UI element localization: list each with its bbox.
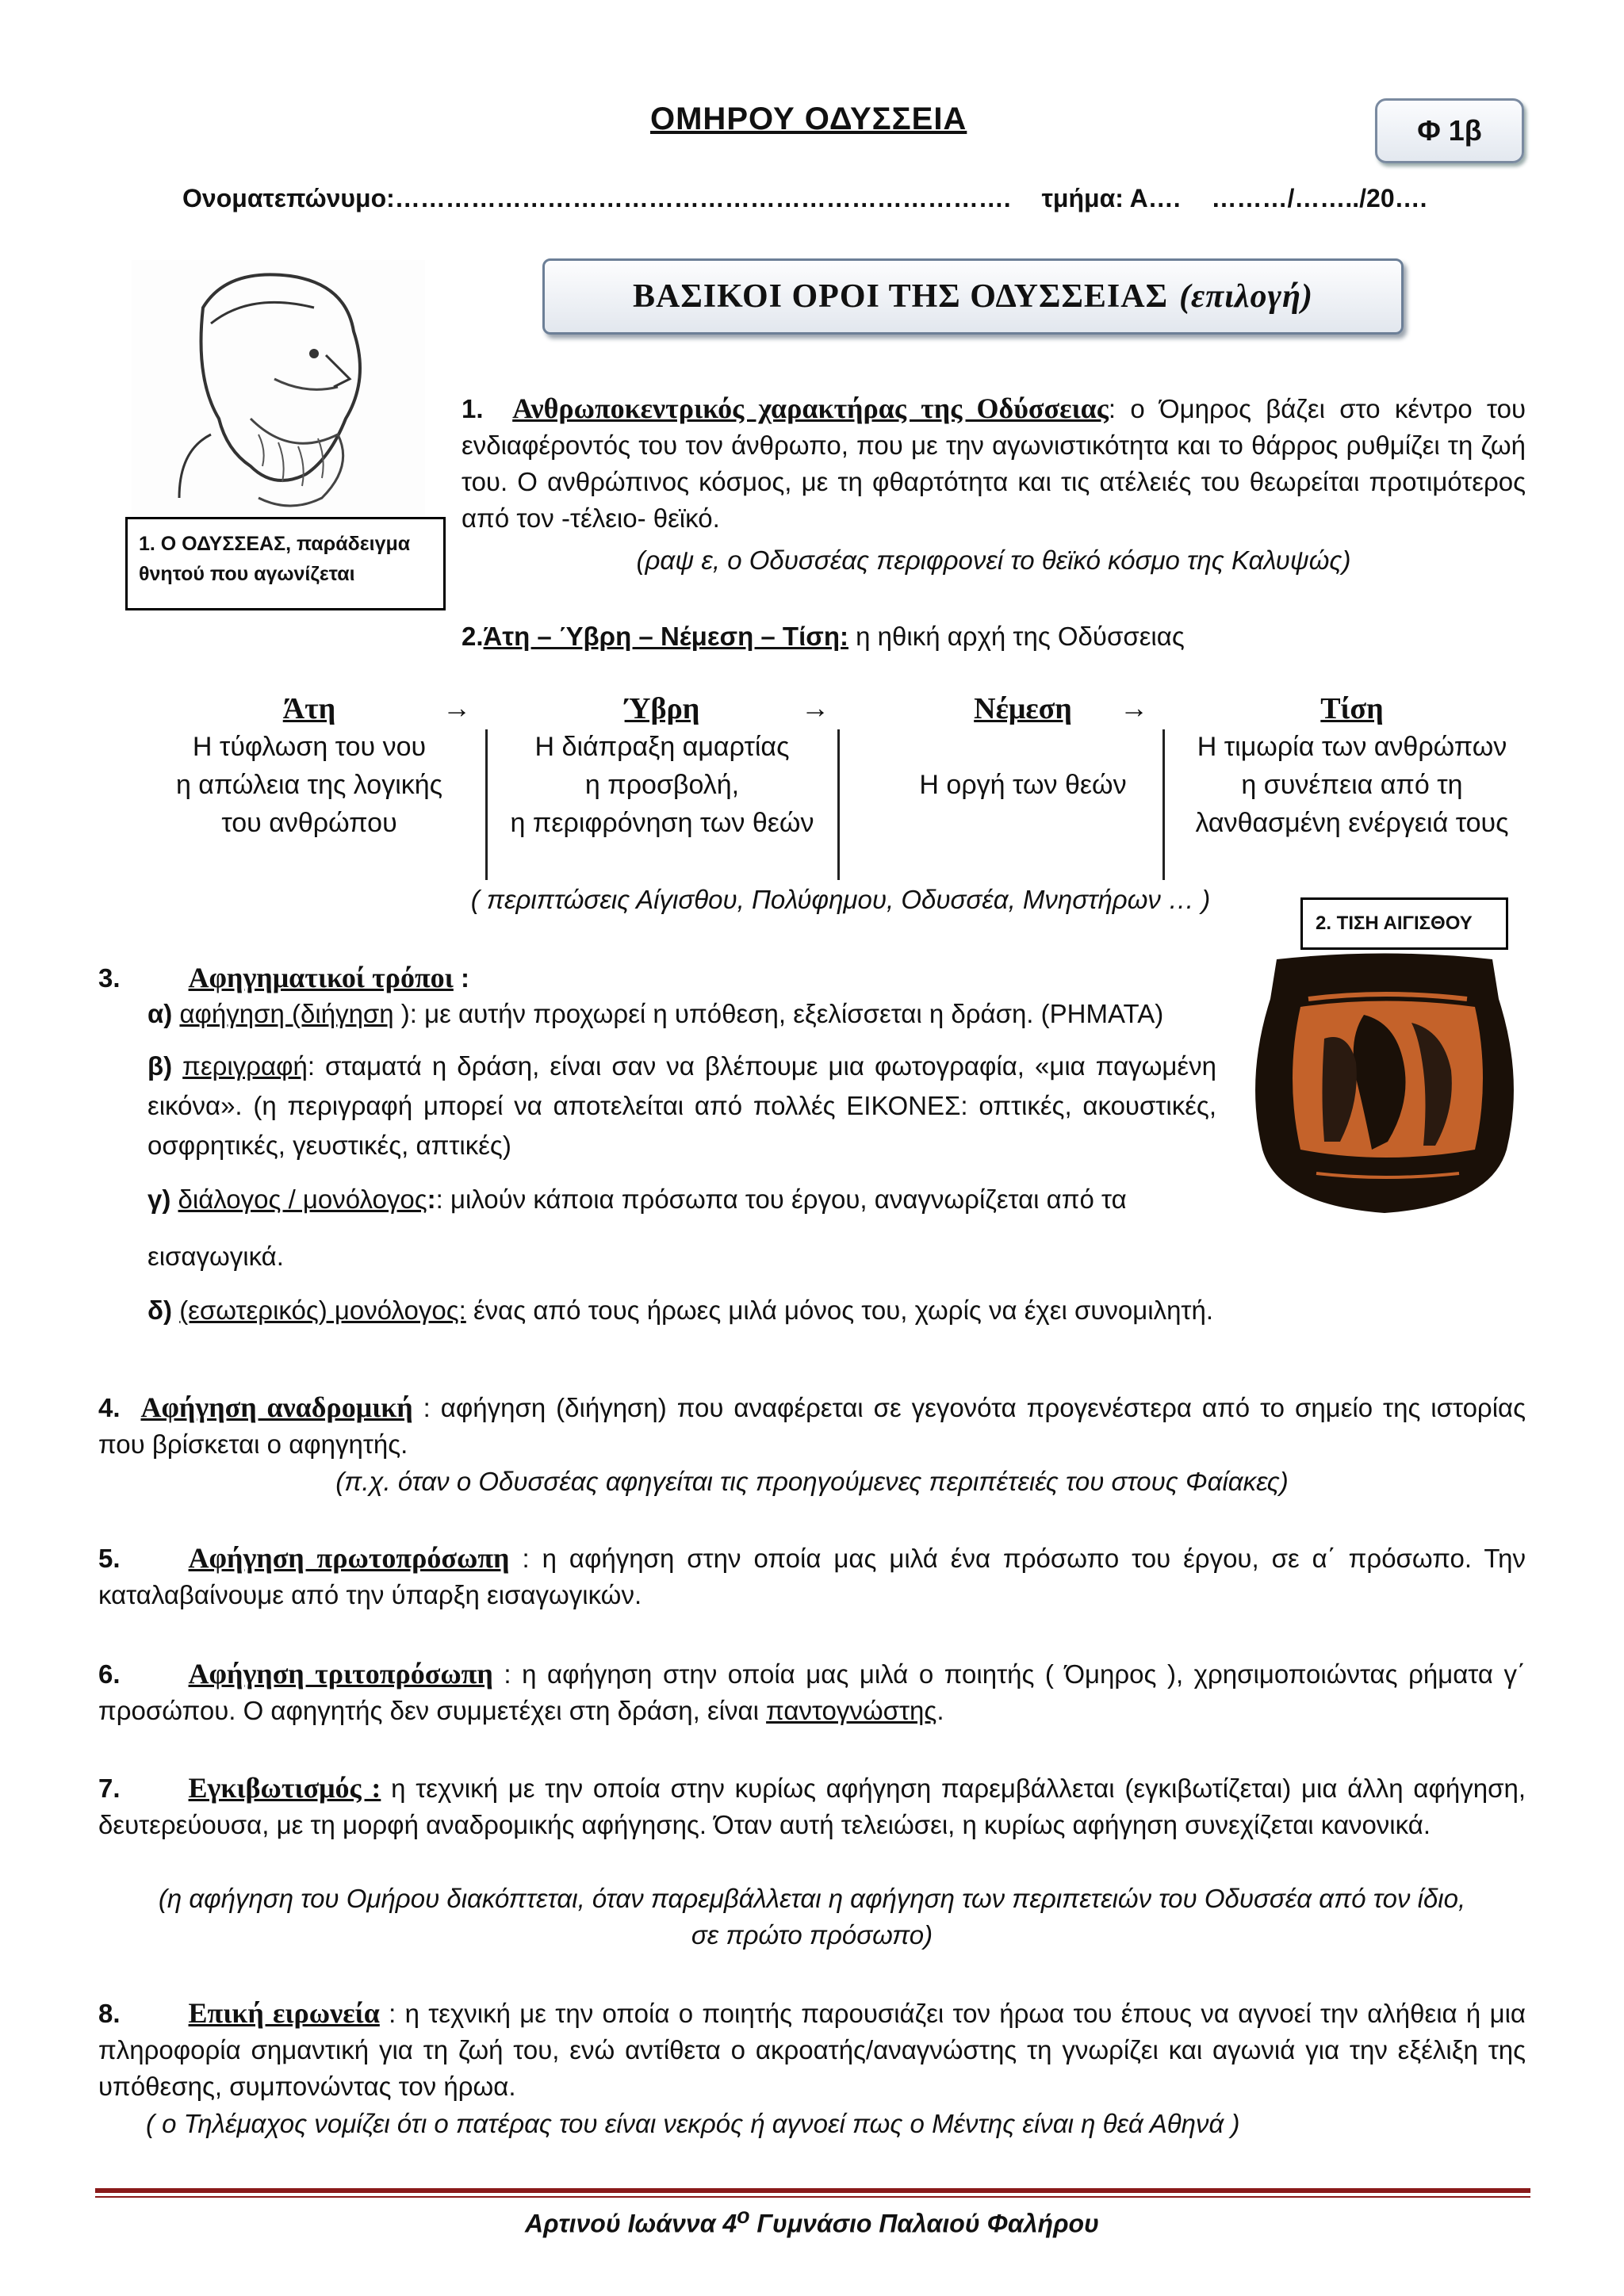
odysseus-portrait-image — [132, 260, 425, 530]
section-3-heading: Αφηγηματικοί τρόποι — [188, 962, 454, 993]
divider — [1162, 729, 1165, 880]
section-8-heading: Επική ειρωνεία — [188, 1997, 380, 2029]
figure-caption-vase: 2. ΤΙΣΗ ΑΙΓΙΣΘΟΥ — [1300, 897, 1508, 950]
divider — [837, 729, 840, 880]
name-label: Ονοματεπώνυμο:………………………………………………………………. — [182, 184, 1011, 212]
section-4-example: (π.χ. όταν ο Οδυσσέας αφηγείται τις προηγούμενες περιπέτειές του στους Φαίακες) — [335, 1467, 1289, 1496]
section-7-example: (η αφήγηση του Ομήρου διακόπτεται, όταν παρεμβάλλεται η αφήγηση των περιπετειών του Οδυσσέα από τον ίδιο, σε πρώτο πρόσωπο) — [158, 1884, 1466, 1950]
section-5-heading: Αφήγηση πρωτοπρόσωπη — [188, 1542, 510, 1574]
arrow-right-icon: → — [442, 691, 471, 724]
concept-tisi: Τίση Η τιμωρία των ανθρώπων η συνέπεια από τη λανθασμένη ενέργειά τους — [1195, 692, 1509, 838]
section-7: 7. Εγκιβωτισμός : η τεχνική με την οποία στην κυρίως αφήγηση παρεμβάλλεται (εγκιβωτίζεται) μια άλλη αφήγηση, δευτερεύουσα, με τη μορφή αναδρομικής αφήγησης. Όταν αυτή τελειώσει, η κυρίως αφήγηση συνεχίζεται κανονικά. — [98, 1772, 1526, 1839]
section-3: 3. Αφηγηματικοί τρόποι : — [98, 962, 470, 993]
section-3-d: δ) (εσωτερικός) μονόλογος: ένας από τους ήρωες μιλά μόνος του, χωρίς να έχει συνομιλητή. — [147, 1295, 1213, 1325]
arrow-right-icon: → — [1120, 691, 1148, 724]
section-5: 5. Αφήγηση πρωτοπρόσωπη : η αφήγηση στην οποία μας μιλά ένα πρόσωπο του έργου, σε α΄ πρόσωπο. Την καταλαβαίνουμε από την ύπαρξη εισαγωγικών. — [98, 1542, 1526, 1609]
date-label: ………/……../20…. — [1211, 184, 1427, 212]
section-1-heading: Ανθρωποκεντρικός χαρακτήρας της Οδύσσειας — [512, 392, 1109, 424]
section-3-c-continued: εισαγωγικά. — [147, 1242, 284, 1271]
section-2-heading: Άτη – Ύβρη – Νέμεση – Τίση: — [483, 622, 848, 651]
section-7-heading: Εγκιβωτισμός : — [188, 1772, 381, 1804]
footer-author: Αρτινού Ιωάννα $4^o$ Γυμνάσιο Παλαιού Φαλήρου — [525, 2204, 1099, 2238]
section-6-heading: Αφήγηση τριτοπρόσωπη — [188, 1658, 493, 1689]
section-6: 6. Αφήγηση τριτοπρόσωπη : η αφήγηση στην οποία μας μιλά ο ποιητής ( Όμηρος ), χρησιμοποιώντας ρήματα γ΄ προσώπου. Ο αφηγητής δεν συμμετέχει στη δράση, είναι παντογνώστης. — [98, 1658, 1526, 1725]
figure-caption-odysseus: 1. Ο ΟΔΥΣΣΕΑΣ, παράδειγμα θνητού που αγωνίζεται — [125, 517, 446, 610]
class-label: τμήμα: Α…. — [1041, 184, 1181, 212]
section-2-cases: ( περιπτώσεις Αίγισθου, Πολύφημου, Οδυσσέα, Μνηστήρων … ) — [470, 885, 1211, 914]
section-banner: ΒΑΣΙΚΟΙ ΟΡΟΙ ΤΗΣ ΟΔΥΣΣΕΙΑΣ (επιλογή) — [542, 258, 1404, 335]
section-3-c: γ) διάλογος / μονόλογος:: μιλούν κάποια πρόσωπα του έργου, αναγνωρίζεται από τα — [147, 1184, 1127, 1214]
section-2: 2.Άτη – Ύβρη – Νέμεση – Τίση: η ηθική αρχή της Οδύσσειας — [462, 622, 1185, 651]
footer-divider — [95, 2188, 1530, 2193]
aigisthos-vase-image — [1245, 951, 1524, 1213]
section-8-example: ( ο Τηλέμαχος νομίζει ότι ο πατέρας του είναι νεκρός ή αγνοεί πως ο Μέντης είναι η θεά Αθηνά ) — [146, 2109, 1240, 2138]
concept-ivri: Ύβρη Η διάπραξη αμαρτίας η προσβολή, η περιφρόνηση των θεών — [510, 692, 814, 838]
section-3-a: α) αφήγηση (διήγηση ): με αυτήν προχωρεί η υπόθεση, εξελίσσεται η δράση. (ΡΗΜΑΤΑ) — [147, 999, 1164, 1028]
section-1-example: (ραψ ε, ο Οδυσσέας περιφρονεί το θεϊκό κόσμο της Καλυψώς) — [636, 545, 1351, 575]
worksheet-code-badge: Φ 1β — [1375, 98, 1524, 163]
section-8: 8. Επική ειρωνεία : η τεχνική με την οποία ο ποιητής παρουσιάζει τον ήρωα του έπους να αγνοεί την αλήθεια ή μια πληροφορία σημαντική για τη ζωή του, ενώ αντίθετα ο ακροατής/αναγνώστης τη γνωρίζει και αγωνιά για την εξέλιξη της υπόθεσης, συμπονώντας τον ήρωα. — [98, 1997, 1526, 2101]
section-1: 1. Ανθρωποκεντρικός χαρακτήρας της Οδύσσειας: ο Όμηρος βάζει στο κέντρο του ενδιαφέροντός του τον άνθρωπο, που με την αγωνιστικότητα και το θάρρος ρυθμίζει τη ζωή του. Ο ανθρώπινος κόσμος, με τη φθαρτότητα και τις ατέλειές του θεωρείται προτιμότερος από τον -τέλειο- θεϊκό. — [462, 392, 1526, 533]
section-3-b: β) περιγραφή: σταματά η δράση, είναι σαν να βλέπουμε μια φωτογραφία, «μια παγωμένη εικόνα». (η περιγραφή μπορεί να αποτελείται από πολλές ΕΙΚΟΝΕΣ: οπτικές, ακουστικές, οσφρητικές, γευστικές, απτικές) — [147, 1051, 1216, 1160]
concept-ati: Άτη Η τύφλωση του νου η απώλεια της λογικής του ανθρώπου — [175, 692, 443, 838]
concept-nemesi: Νέμεση Η οργή των θεών — [919, 692, 1127, 800]
page-title: ΟΜΗΡΟΥ ΟΔΥΣΣΕΙΑ — [650, 101, 967, 136]
arrow-right-icon: → — [801, 691, 829, 724]
footer-divider — [95, 2196, 1530, 2198]
section-4: 4. Αφήγηση αναδρομική : αφήγηση (διήγηση) που αναφέρεται σε γεγονότα προγενέστερα από το σημείο της ιστορίας που βρίσκεται ο αφηγητής. — [98, 1391, 1526, 1459]
divider — [485, 729, 488, 880]
section-4-heading: Αφήγηση αναδρομική — [140, 1391, 413, 1423]
student-info-line — [182, 184, 1451, 213]
